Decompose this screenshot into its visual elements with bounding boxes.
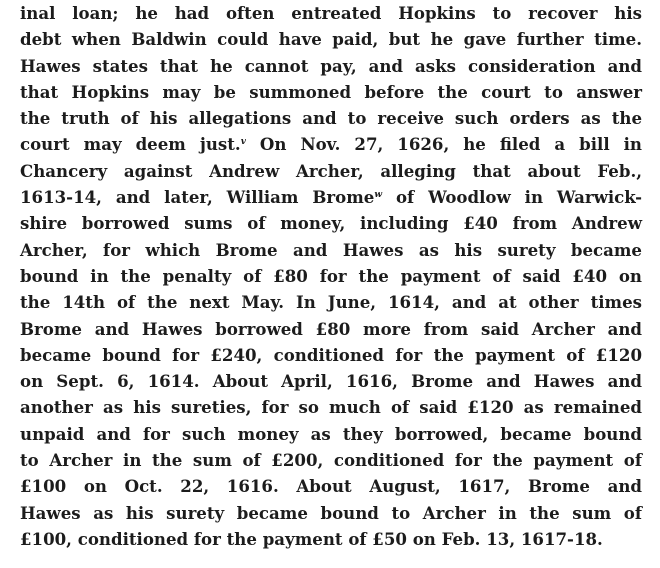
text-line: Brome and Hawes borrowed £80 more from said Archer and bbox=[20, 318, 642, 339]
text-line: the truth of his allegations and to receive such orders as the bbox=[20, 108, 642, 129]
text-line: £100, conditioned for the payment of £50 on Feb. 13, 1617-18. bbox=[20, 528, 603, 549]
text-line: unpaid and for such money as they borrowed, became bound bbox=[20, 423, 642, 444]
text-segment: 1613-14, and later, William Brome bbox=[20, 187, 375, 208]
text-line: inal loan; he had often entreated Hopkins to recover his bbox=[20, 3, 642, 23]
text-line: debt when Baldwin could have paid, but he gave further time. bbox=[20, 29, 642, 50]
text-line: Hawes as his surety became bound to Archer in the sum of bbox=[20, 502, 642, 523]
footnote-marker-w: w bbox=[374, 190, 383, 201]
text-line: to Archer in the sum of £200, conditioned for the payment of bbox=[20, 450, 642, 471]
text-line: became bound for £240, conditioned for the payment of £120 bbox=[20, 344, 642, 365]
text-line: Chancery against Andrew Archer, alleging that about Feb., bbox=[20, 160, 642, 181]
text-line: bound in the penalty of £80 for the payment of said £40 on bbox=[20, 265, 642, 286]
text-segment: On Nov. 27, 1626, he filed a bill in bbox=[245, 134, 642, 155]
text-line: £100 on Oct. 22, 1616. About August, 1617, Brome and bbox=[20, 476, 642, 497]
text-line: the 14th of the next May. In June, 1614, and at other times bbox=[20, 292, 642, 313]
text-line bbox=[20, 184, 642, 210]
text-line: on Sept. 6, 1614. About April, 1616, Brome and Hawes and bbox=[20, 371, 642, 392]
text-line: Archer, for which Brome and Hawes as his surety became bbox=[20, 239, 642, 260]
text-line: that Hopkins may be summoned before the court to answer bbox=[20, 81, 642, 102]
text-line: another as his sureties, for so much of said £120 as remained bbox=[20, 397, 642, 418]
text-segment: court may deem just. bbox=[20, 134, 241, 155]
text-line: Hawes states that he cannot pay, and asks consideration and bbox=[20, 55, 642, 76]
footnote-marker-v: v bbox=[240, 137, 246, 148]
text-segment: of Woodlow in Warwick- bbox=[382, 187, 642, 208]
text-line: shire borrowed sums of money, including £40 from Andrew bbox=[20, 213, 642, 234]
page-text bbox=[20, 0, 642, 552]
text-line bbox=[20, 131, 642, 157]
